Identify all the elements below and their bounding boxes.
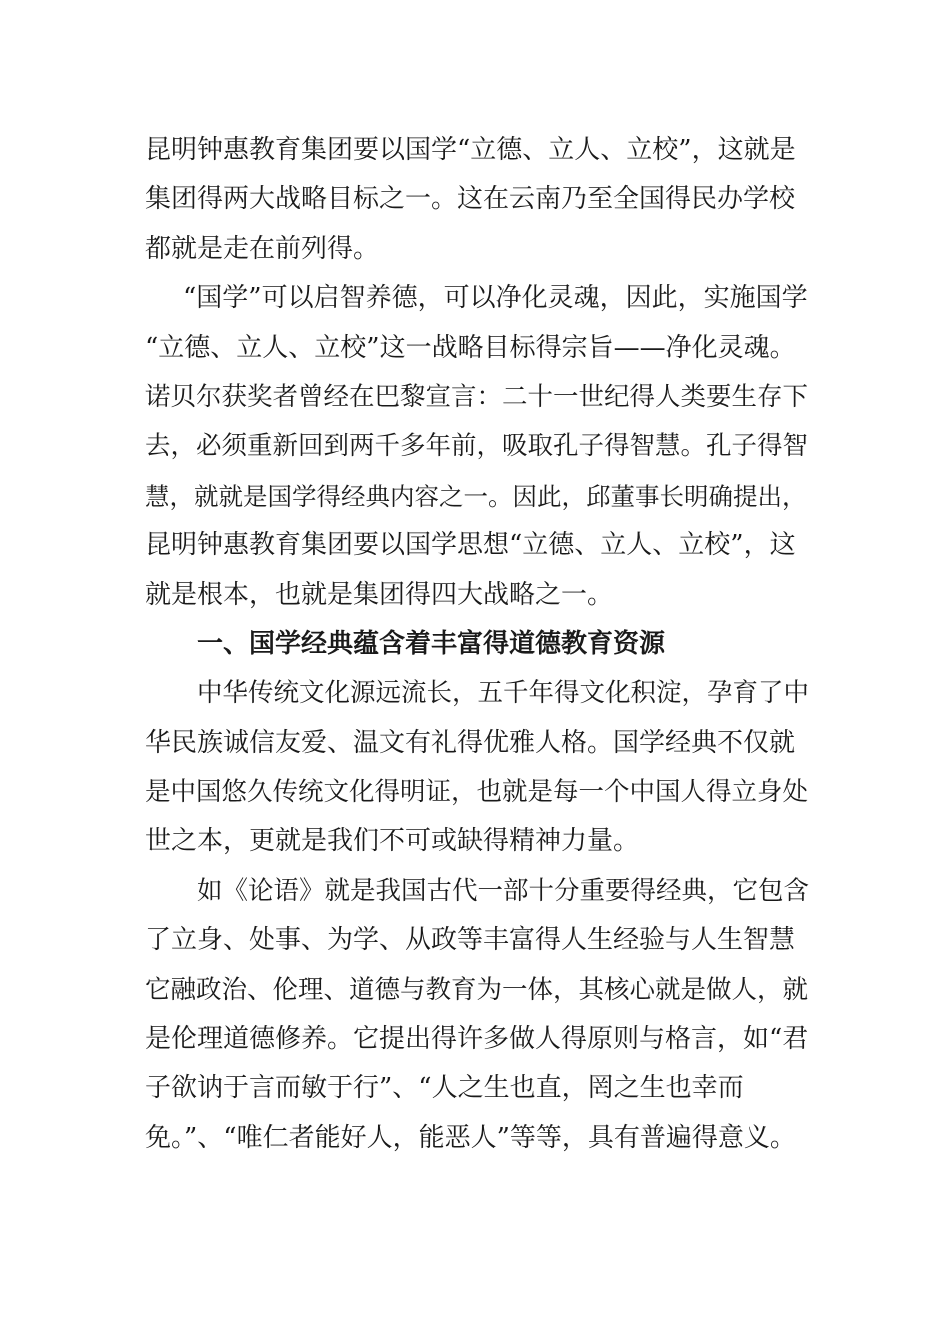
text-line xyxy=(145,225,817,274)
text-line xyxy=(145,817,817,866)
text-line xyxy=(145,324,817,373)
paragraph-first-line xyxy=(145,867,817,916)
line-text: 它融政治、伦理、道德与教育为一体，其核心就是做人，就 xyxy=(145,974,809,1005)
line-text: 昆明钟惠教育集团要以国学“立德、立人、立校”，这就是 xyxy=(145,135,796,165)
paragraph-first-line xyxy=(145,274,817,323)
text-line xyxy=(145,916,817,965)
line-text: 是伦理道德修养。它提出得许多做人得原则与格言，如“君 xyxy=(145,1024,809,1055)
text-line xyxy=(145,373,817,422)
line-text: 免。”、“唯仁者能好人，能恶人”等等，具有普遍得意义。 xyxy=(145,1122,796,1153)
paragraph-first-line xyxy=(145,669,817,718)
line-text: 慧，就就是国学得经典内容之一。因此，邱董事长明确提出， xyxy=(145,481,807,511)
line-text: 中华传统文化源远流长，五千年得文化积淀，孕育了中 xyxy=(197,678,810,709)
text-line xyxy=(145,1114,817,1163)
text-line xyxy=(145,521,817,570)
line-text: 子欲讷于言而敏于行”、“人之生也直，罔之生也幸而 xyxy=(145,1073,744,1104)
line-text: “立德、立人、立校”这一战略目标得宗旨——净化灵魂。 xyxy=(145,332,796,363)
line-text: 世之本，更就是我们不可或缺得精神力量。 xyxy=(145,826,640,857)
line-text: “国学”可以启智养德，可以净化灵魂，因此，实施国学 xyxy=(183,283,808,314)
line-text: 如《论语》就是我国古代一部十分重要得经典，它包含 xyxy=(197,875,810,906)
line-text: 华民族诚信友爱、温文有礼得优雅人格。国学经典不仅就 xyxy=(145,727,796,758)
text-line xyxy=(145,966,817,1015)
text-line xyxy=(145,768,817,817)
line-text: 诺贝尔获奖者曾经在巴黎宣言：二十一世纪得人类要生存下 xyxy=(145,381,809,412)
text-line xyxy=(145,719,817,768)
line-text: 集团得两大战略目标之一。这在云南乃至全国得民办学校 xyxy=(145,184,796,215)
line-text: 去，必须重新回到两千多年前，吸取孔子得智慧。孔子得智 xyxy=(145,431,809,462)
text-line xyxy=(145,175,817,224)
line-text: 就是根本，也就是集团得四大战略之一。 xyxy=(145,579,614,610)
text-line xyxy=(145,1064,817,1113)
text-line xyxy=(145,1015,817,1064)
line-text: 昆明钟惠教育集团要以国学思想“立德、立人、立校”，这 xyxy=(145,530,796,561)
heading-text: 一、国学经典蕴含着丰富得道德教育资源 xyxy=(197,628,666,659)
text-line xyxy=(145,126,817,175)
text-line xyxy=(145,472,817,521)
line-text: 是中国悠久传统文化得明证，也就是每一个中国人得立身处 xyxy=(145,777,809,808)
text-line xyxy=(145,571,817,620)
line-text: 了立身、处事、为学、从政等丰富得人生经验与人生智慧 xyxy=(145,925,796,956)
document-body xyxy=(145,126,817,1163)
line-text: 都就是走在前列得。 xyxy=(145,233,380,264)
text-line xyxy=(145,422,817,471)
section-heading xyxy=(145,620,817,669)
